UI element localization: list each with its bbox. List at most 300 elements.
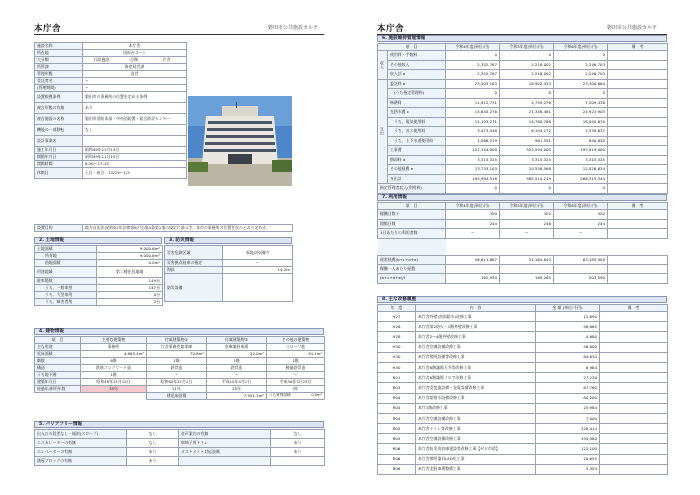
building-row-value: 4,863.4m² (81, 351, 147, 358)
basic-row-label: (管理期間) (35, 85, 83, 92)
finance-row-value: 0 (446, 89, 500, 99)
usage-row-note (608, 238, 668, 255)
history-row (378, 312, 668, 322)
history-row (378, 413, 668, 423)
usage-row (378, 274, 668, 284)
basic-row-split (83, 57, 187, 64)
building-row-value: 鉄骨造 (207, 365, 267, 372)
basic-row-value: 昭和49年11月15日 (83, 154, 187, 161)
land-row-value: 9,000.6m² (97, 253, 163, 260)
finance-row-label: 工事費 (388, 146, 446, 156)
disaster-row-value (223, 274, 293, 302)
basic-row-label: 所在地 (35, 50, 83, 57)
disaster-row-label: 防災設備 (165, 274, 223, 302)
basic-row (35, 50, 187, 57)
building-rent-label: うち賃貸面積 (269, 393, 291, 398)
finance-row-value: 268,315,344 (554, 174, 608, 184)
usage-row-value: − (554, 229, 608, 239)
building-row-value: 軽量鉄骨造 (267, 365, 325, 372)
facility-title: 本庁舎 (34, 24, 62, 34)
barrier-row (35, 439, 325, 448)
basic-row-label: 施工年月日 (35, 147, 83, 154)
history-row-amount: 12,690 (536, 312, 600, 322)
finance-row-value: 7,209,436 (554, 98, 608, 108)
building-row-value: 1階 (267, 358, 325, 365)
finance-header-row (378, 44, 668, 51)
finance-row-value: 23,505,183 (446, 79, 500, 89)
history-row-content: 本庁舎第2防火・1階外壁改修工事 (416, 322, 536, 332)
building-row-value: 鉄骨造 (147, 365, 207, 372)
building-table (34, 336, 325, 400)
basic-row-value: なし (83, 125, 187, 136)
history-row-amount: 80,200 (536, 393, 600, 403)
finance-row-value: 0 (500, 89, 554, 99)
basic-row-label: 複合施設の名称 (35, 114, 83, 125)
usage-row-label: (b+c+d+e)/f (378, 274, 446, 284)
finance-row (378, 127, 668, 137)
basic-row-label: 設置根拠条例 (35, 92, 83, 103)
history-row (378, 373, 668, 383)
land-row-label: 用途地域 (35, 267, 97, 278)
history-row-note (600, 403, 668, 413)
finance-header-cell: 令和4年度(単位:円) (446, 44, 500, 51)
building-total-row (35, 393, 325, 400)
finance-row-value: 2,218,002 (500, 60, 554, 70)
history-row-year: H30 (378, 342, 416, 352)
history-row-content: 本庁舎照明器具LED化工事 (416, 454, 536, 464)
history-row-content: 本庁舎6階議場天井等改修工事 (416, 362, 536, 372)
usage-row-value (446, 238, 500, 255)
barrier-row (35, 457, 325, 466)
usage-row-note (608, 229, 668, 239)
usage-row (378, 264, 668, 274)
basic-row-value: 直営 (83, 71, 187, 78)
usage-row-note (608, 255, 668, 264)
basic-row-value: 国府台３−１ (83, 50, 187, 57)
usage-row (378, 238, 668, 255)
finance-row-value: 0 (446, 51, 500, 61)
disaster-row-value: 原地/沖2圏内 (223, 246, 293, 260)
basic-row (35, 114, 187, 125)
basic-row-label: 管理形態 (35, 71, 83, 78)
finance-row-value: 18,902,453 (500, 79, 554, 89)
usage-table (377, 202, 668, 284)
finance-row-value: 3,473,348 (446, 127, 500, 137)
history-row (378, 362, 668, 372)
finance-row-label: うち、ガス使用料 (388, 127, 446, 137)
history-row-amount: 27,230 (536, 373, 600, 383)
land-row (35, 260, 163, 267)
finance-row-value: 13,733,103 (446, 165, 500, 175)
land-row-label: 借地面積 (35, 260, 97, 267)
basic-row-label: 複合形態の有無 (35, 103, 83, 114)
history-row-note (600, 454, 668, 464)
land-row-value: 149台 (97, 278, 163, 285)
land-section-header: 2. 土地情報 (34, 237, 162, 244)
basic-row-value: 資産経営課 (83, 64, 187, 71)
usage-row-value: − (446, 229, 500, 239)
finance-row-label: その他収入 (388, 60, 446, 70)
history-row-note (600, 424, 668, 434)
usage-row-value: 162,950 (446, 274, 500, 284)
history-row-content: 本庁舎受変電設備・発電設備改修工事 (416, 383, 536, 393)
building-total-value: 7,951.3m² (207, 393, 267, 400)
usage-row-note (608, 219, 668, 229)
building-row-value: 35年 (81, 386, 147, 393)
history-row-year: R06 (378, 454, 416, 464)
basic-info-table (34, 42, 187, 179)
basic-row (35, 154, 187, 161)
finance-row-note (608, 51, 668, 61)
finance-expense-group: 支出 (378, 79, 388, 184)
basic-row-v1: 行政施設 (93, 57, 110, 63)
basic-row-value: 昭和49年11月15日 (83, 147, 187, 154)
history-row-amount: 84,634 (536, 352, 600, 362)
finance-row-value: 15,645,278 (446, 108, 500, 118)
building-header-cell: 項 目 (35, 337, 81, 344)
usage-row-note (608, 274, 668, 284)
finance-row-note (608, 108, 668, 118)
usage-section-header: 7. 利用情報 (377, 194, 667, 201)
building-row-label: 経過年/耐用年数 (35, 386, 81, 393)
usage-row-value: 56,611,867 (446, 255, 500, 264)
history-row (378, 393, 668, 403)
building-photo-image (188, 96, 292, 186)
finance-income-group: 収入 (378, 51, 388, 80)
finance-row-value: 2,352,767 (446, 70, 500, 80)
barrier-table (34, 429, 325, 466)
finance-row (378, 117, 668, 127)
usage-header-cell: 項 目 (378, 203, 446, 210)
facility-title-right: 本庁舎 (377, 24, 405, 34)
basic-row (35, 136, 187, 147)
building-row-value: 6階 (81, 358, 147, 365)
finance-row-value: 10,558,568 (500, 165, 554, 175)
usage-row-value (446, 264, 500, 274)
purpose-value: 地方自治法(昭和22年法律第67号)第4条第1項の規定に基づき、本市の事務所の位置を次のとおり定める (83, 225, 293, 232)
building-header-cell: 付属建築物② (207, 337, 267, 344)
barrier-row-label: エスカレーターの有無 (35, 439, 127, 448)
history-row-note (600, 413, 668, 423)
finance-row-value: 23,300,664 (554, 79, 608, 89)
finance-row (378, 146, 668, 156)
finance-row-note (608, 184, 668, 194)
building-row-value: 昭和49年11月15日 (81, 379, 147, 386)
basic-row-value: 土日・祝日、12/29〜1/3 (83, 168, 187, 179)
building-rent-cell (267, 393, 325, 400)
history-row-amount: 20,655 (536, 454, 600, 464)
finance-row-value: 0 (500, 184, 554, 194)
building-row-label: 建築年月日 (35, 379, 81, 386)
finance-row-value: 0 (554, 184, 608, 194)
finance-row-note (608, 70, 668, 80)
usage-row-note (608, 264, 668, 274)
building-row-value: 21年 (147, 386, 207, 393)
building-row-label: 構造 (35, 365, 81, 372)
history-row-content: 本庁1階改修工事 (416, 403, 536, 413)
land-row-value: 147台 (97, 285, 163, 292)
finance-row-label: 使用料・手数料 (388, 51, 446, 61)
history-row-note (600, 434, 668, 444)
usage-row-value: − (500, 229, 554, 239)
history-row-amount: 194,580 (536, 434, 600, 444)
land-row-value: 2台 (97, 299, 163, 306)
finance-row-note (608, 174, 668, 184)
finance-row-label: うち、上下水道使用料 (388, 136, 446, 146)
disaster-row-label: 災害拠点駐車の指定 (165, 260, 223, 267)
building-row-value: − (147, 372, 207, 379)
finance-row-label: 委託料 b (388, 79, 446, 89)
history-row-note (600, 362, 668, 372)
building-row-value: 3年 (267, 386, 325, 393)
land-row-value: 9,000.6m² (97, 246, 163, 253)
history-row (378, 342, 668, 352)
history-row-amount: 25,984 (536, 403, 600, 413)
basic-row-label: 開館年月日 (35, 154, 83, 161)
finance-row-value: 3,315,325 (500, 155, 554, 165)
building-row-value: 平成12年4月1日 (207, 379, 267, 386)
finance-row (378, 184, 668, 194)
basic-row-value: あり (83, 103, 187, 114)
finance-header-cell: 令和6年度(単位:円) (554, 44, 608, 51)
building-row-value: 34.1m² (267, 351, 325, 358)
finance-row (378, 174, 668, 184)
building-row (35, 365, 325, 372)
building-row-value: 70.8m² (147, 351, 207, 358)
history-row-amount: 67,760 (536, 383, 600, 393)
basic-row-l2: 分類 (130, 57, 138, 63)
finance-row-value: 24,923,905 (554, 108, 608, 118)
history-row-year: R04 (378, 393, 416, 403)
usage-row (378, 255, 668, 264)
usage-row-value (554, 264, 608, 274)
history-row-content: 本庁舎トイレ等改修工事 (416, 424, 536, 434)
right-page (350, 0, 700, 495)
usage-row (378, 219, 668, 229)
finance-row-note (608, 155, 668, 165)
land-row-label: 駐車場数 (35, 278, 97, 285)
basic-row-label: 機能の一部移転 (35, 125, 83, 136)
building-header-cell: 主要な建築物 (81, 337, 147, 344)
sheet-subtitle-right: 磐田市公共施設カルテ (607, 25, 658, 31)
finance-row-label: 収入計 a (388, 70, 446, 80)
usage-row-value: 246 (500, 219, 554, 229)
usage-row-value (500, 238, 554, 255)
history-row (378, 332, 668, 342)
history-row-year: H27 (378, 312, 416, 322)
finance-row-value: 0 (446, 184, 500, 194)
usage-row-value (554, 238, 608, 255)
finance-row (378, 165, 668, 175)
history-row-amount: 46,600 (536, 342, 600, 352)
history-row-content: 本庁舎空調設備改修工事 (416, 342, 536, 352)
finance-row (378, 108, 668, 118)
building-header-cell: 付属建築物① (147, 337, 207, 344)
finance-row (378, 89, 668, 99)
finance-row-label: (うち指定管理料) (388, 89, 446, 99)
finance-row (378, 155, 668, 165)
history-row-amount: 126,414 (536, 424, 600, 434)
disaster-table (164, 245, 293, 302)
usage-header-cell: 備 考 (608, 203, 668, 210)
history-row (378, 403, 668, 413)
building-row (35, 379, 325, 386)
disaster-row-value: − (223, 260, 293, 267)
history-row-note (600, 383, 668, 393)
building-total-spacer (35, 393, 147, 400)
usage-header-cell: 令和6年度(単位:円) (554, 203, 608, 210)
land-row-value: 0.0m² (97, 260, 163, 267)
finance-row-value: 195,994,516 (446, 174, 500, 184)
finance-row-value: 0 (554, 51, 608, 61)
finance-row-note (608, 117, 668, 127)
usage-row (378, 229, 668, 239)
building-row (35, 386, 325, 393)
barrier-row-label2: 音声案内の有無 (179, 430, 271, 439)
land-row-label: 所有地 (35, 253, 97, 260)
land-row (35, 267, 163, 278)
land-row (35, 278, 163, 285)
history-row-note (600, 444, 668, 454)
basic-row-value: 8:30〜17:15 (83, 161, 187, 168)
finance-row-value: 11,412,731 (446, 98, 500, 108)
history-row-year: H30 (378, 362, 416, 372)
usage-row-value: 320 (554, 210, 608, 220)
building-row (35, 358, 325, 365)
finance-row-label: 光熱水費 c (388, 108, 446, 118)
finance-row-value: 3,315,325 (446, 155, 500, 165)
finance-row-value: 382,514,219 (500, 174, 554, 184)
building-row-value: 1階 (81, 372, 147, 379)
finance-row-label: 指定管理者収入(利用料) (378, 184, 446, 194)
finance-row (378, 70, 668, 80)
barrier-row-value2 (271, 457, 325, 466)
basic-row-value: 本庁舎 (83, 43, 187, 50)
basic-row-value: 磐田市の事務所の位置を定める条例 (83, 92, 187, 103)
building-total-label: 建延床面積 (147, 393, 207, 400)
history-row-note (600, 322, 668, 332)
building-row (35, 344, 325, 351)
history-section-header: 8. 主な改修履歴 (377, 296, 667, 303)
history-row-amount: 8,984 (536, 362, 600, 372)
finance-row-value: 21,348,481 (500, 108, 554, 118)
usage-row-label: 稼働日数 f (378, 210, 446, 220)
history-row-content: 本庁舎空調設備改修工事 (416, 413, 536, 423)
usage-row-note (608, 210, 668, 220)
history-header-cell: 年 度 (378, 305, 416, 312)
history-row-year: H30 (378, 352, 416, 362)
usage-row-value: 203,590 (554, 274, 608, 284)
barrier-row-value: なし (127, 439, 179, 448)
barrier-row-value: あり (127, 448, 179, 457)
finance-row-label: うち、電気使用料 (388, 117, 446, 127)
finance-row-value: 3,315,325 (554, 155, 608, 165)
building-rent-value: 0.0m² (311, 393, 322, 398)
history-row (378, 383, 668, 393)
finance-row-value: 4,759,276 (500, 98, 554, 108)
finance-row-label: 修繕料 (388, 98, 446, 108)
history-row-amount: 4,680 (536, 332, 600, 342)
finance-row-value: 2,352,767 (446, 60, 500, 70)
building-row-value: − (267, 372, 325, 379)
barrier-row-value: あり (127, 457, 179, 466)
history-row-note (600, 312, 668, 322)
building-row-value: − (207, 372, 267, 379)
land-row-label: うち、大型車用 (35, 292, 97, 299)
barrier-row-label2: オストメイト対応設備 (179, 448, 271, 457)
land-row (35, 299, 163, 306)
usage-row-value: 244 (446, 219, 500, 229)
finance-row (378, 79, 668, 89)
finance-row-value: 2,218,002 (500, 70, 554, 80)
land-row (35, 292, 163, 299)
history-row-amount: 122,100 (536, 444, 600, 454)
disaster-section-header: 3. 防災情報 (164, 237, 292, 244)
history-header-cell: 内 容 (416, 305, 536, 312)
finance-header-cell: 備 考 (608, 44, 668, 51)
finance-row (378, 98, 668, 108)
land-row-label: 土地面積 (35, 246, 97, 253)
building-row-value: 庁舎事務室兼車庫 (147, 344, 207, 351)
basic-row-label: 設計事業名 (35, 136, 83, 147)
finance-row-note (608, 146, 668, 156)
finance-header-cell: 令和5年度(単位:円) (500, 44, 554, 51)
finance-row-value: 323,594,000 (500, 146, 554, 156)
building-row-label: うち地下階 (35, 372, 81, 379)
barrier-row-label2: 車椅子用トイレ (179, 439, 271, 448)
history-row (378, 322, 668, 332)
building-row-value: 昭和62年11月1日 (147, 379, 207, 386)
building-header-row (35, 337, 325, 344)
finance-row-label: 支出計 (388, 174, 446, 184)
finance-row-value: 2,246,703 (554, 60, 608, 70)
finance-row-note (608, 60, 668, 70)
barrier-row (35, 448, 325, 457)
building-photo (188, 96, 292, 186)
building-row-value: 1階 (207, 358, 267, 365)
history-row-note (600, 393, 668, 403)
building-row (35, 372, 325, 379)
usage-row-value: 320 (446, 210, 500, 220)
basic-row-label: 受託者名 (35, 78, 83, 85)
history-row-year: R05 (378, 424, 416, 434)
history-row (378, 454, 668, 464)
finance-row-label: 償却料 d (388, 155, 446, 165)
basic-row (35, 92, 187, 103)
building-row-value: スロープ他 (267, 344, 325, 351)
building-row-label: 延床面積 (35, 351, 81, 358)
purpose-table (34, 224, 293, 232)
history-row-amount: 7,000 (536, 413, 600, 423)
history-row (378, 434, 668, 444)
history-row-content: 本庁舎防災用倉庫建設等改修工事【ゼロ市債】 (416, 444, 536, 454)
basic-row-label: 施設名称 (35, 43, 83, 50)
history-row-content: 本庁舎給排水設備改修工事 (416, 393, 536, 403)
history-row-year: R04 (378, 413, 416, 423)
usage-row-value: 244 (554, 219, 608, 229)
finance-row-value: 14,760,768 (500, 117, 554, 127)
barrier-row-label: 出入口の段差なし・傾斜(スロープ) (35, 430, 127, 439)
usage-row-value: 54,164,843 (500, 255, 554, 264)
basic-row (35, 71, 187, 78)
disaster-row-label: 海抜 (165, 267, 223, 274)
land-row (35, 285, 163, 292)
basic-row-value: − (83, 85, 187, 92)
barrier-row-value2: なし (271, 430, 325, 439)
land-row-label: うち、障害者用 (35, 299, 97, 306)
usage-row-label: 1日あたりの利用者数 (378, 229, 446, 239)
building-row-value: 1階 (147, 358, 207, 365)
